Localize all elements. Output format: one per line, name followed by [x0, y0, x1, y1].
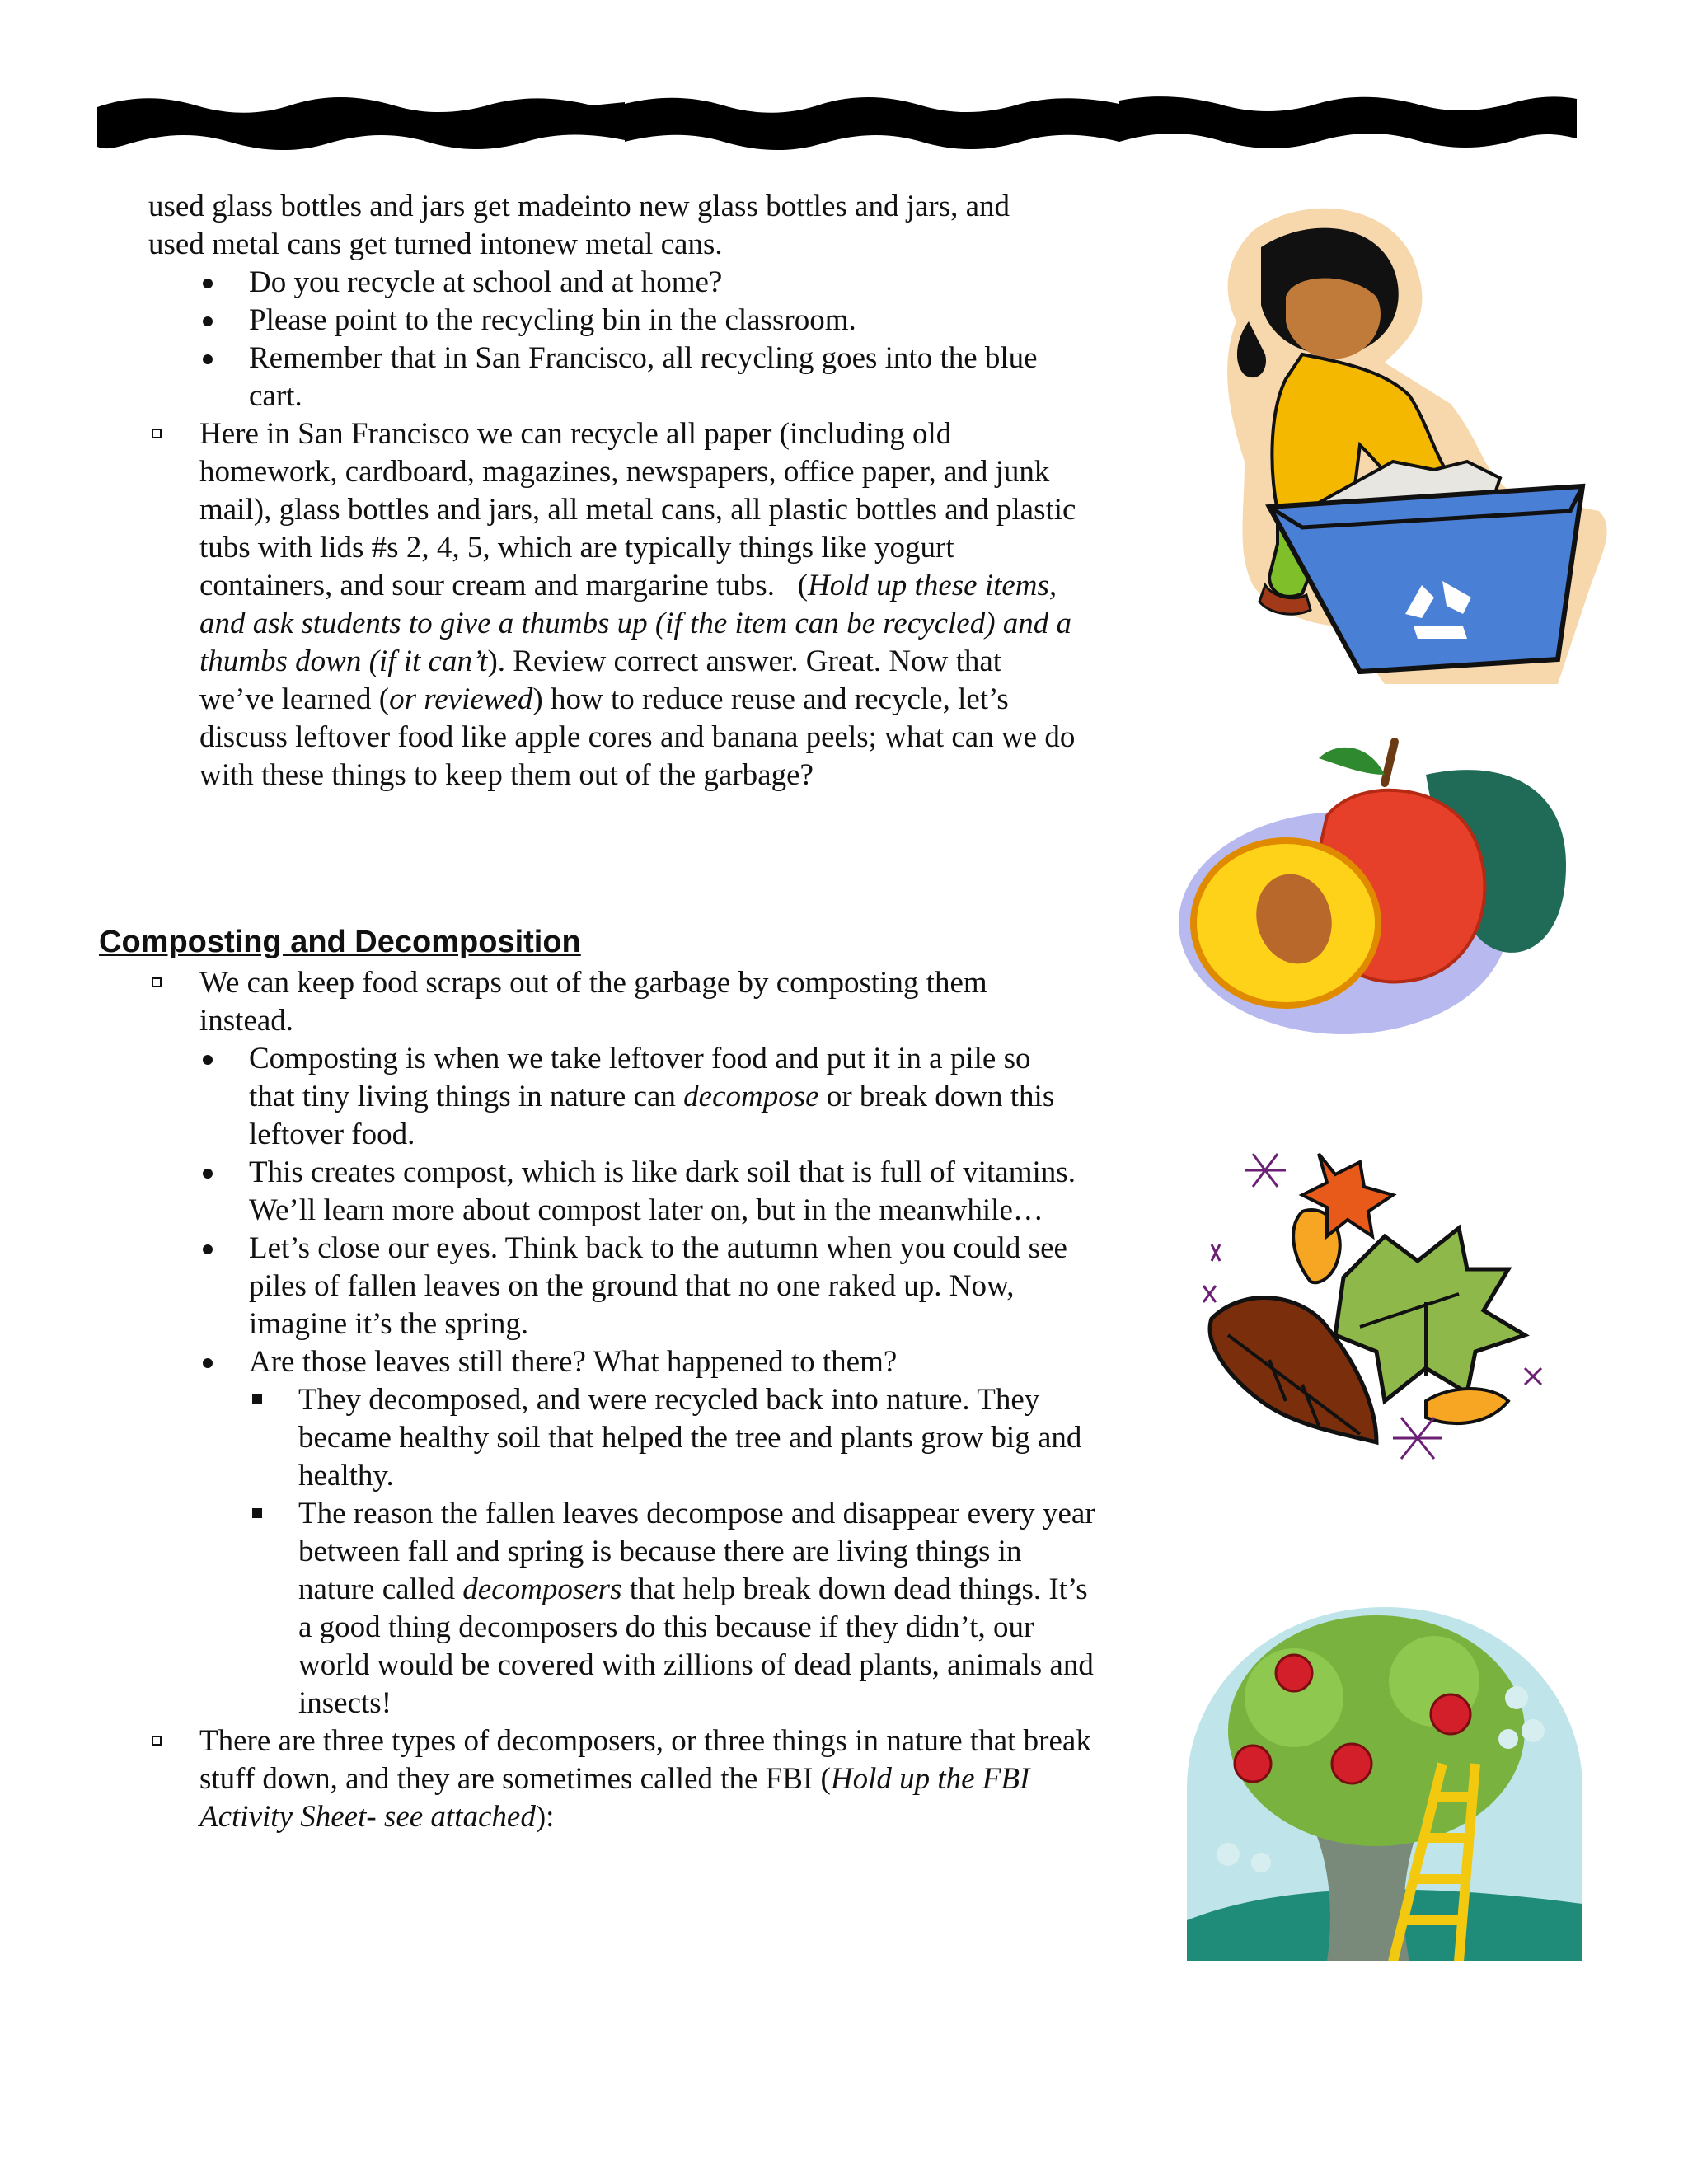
lesson-text-top — [148, 188, 1104, 794]
peach-clipart — [1179, 725, 1574, 1055]
intro-line-2: used metal cans get turned intonew metal cans. — [148, 227, 723, 261]
bullet-dot-icon — [203, 1169, 213, 1179]
checkbox-square-icon — [152, 977, 162, 987]
wavy-banner — [97, 92, 1577, 155]
bullet-dot-icon — [203, 1055, 213, 1065]
bullet-item: Are those leaves still there? What happened to them? — [148, 1343, 1104, 1381]
bullet-item: This creates compost, which is like dark soil that is full of vitamins. We’ll learn more about compost later on, but in the meanwhile… — [148, 1154, 1104, 1230]
recycling-girl-clipart — [1187, 198, 1615, 692]
instruction-italic: Hold up these items, and ask students to give a thumbs up (if the item can be recycled) and a thumbs down (if it can’t — [199, 569, 1072, 678]
sub-bullet-item: The reason the fallen leaves decompose and disappear every year between fall and spring is because there are living things in nature called decomposers that help break down dead things. It’s a good thing decomposers do this because if they didn’t, our world would be covered with zillions of dead plants, animals and insects! — [148, 1495, 1104, 1722]
section-heading: Composting and Decomposition — [99, 925, 581, 959]
checkbox-square-icon — [152, 429, 162, 438]
bullet-item: Composting is when we take leftover food and put it in a pile so that tiny living things in nature can decompose or break down this leftover food. — [148, 1040, 1104, 1154]
intro-line-1: used glass bottles and jars get madeinto new glass bottles and jars, and — [148, 190, 1010, 223]
square-bullet-icon — [252, 1394, 262, 1404]
bullet-dot-icon — [203, 1358, 213, 1368]
fbi-paragraph: There are three types of decomposers, or three things in nature that break stuff down, and they are sometimes called the FBI (Hold up the FBI Activity Sheet- see attached): — [148, 1722, 1104, 1836]
bullet-dot-icon — [203, 354, 213, 364]
bullet-item: Let’s close our eyes. Think back to the autumn when you could see piles of fallen leaves on the ground that no one raked up. Now, imagine it’s the spring. — [148, 1230, 1104, 1343]
compost-intro: We can keep food scraps out of the garbage by composting them instead. — [148, 964, 1104, 1040]
lesson-text-composting — [148, 964, 1104, 1836]
bullet-item: Do you recycle at school and at home? — [148, 264, 1104, 302]
apple-tree-clipart — [1187, 1591, 1582, 1961]
bullet-item: Remember that in San Francisco, all recycling goes into the blue cart. — [148, 340, 1104, 415]
sub-bullet-item: They decomposed, and were recycled back into nature. They became healthy soil that helped the tree and plants grow big and healthy. — [148, 1381, 1104, 1495]
autumn-leaves-clipart — [1195, 1137, 1566, 1492]
bullet-dot-icon — [203, 279, 213, 288]
bullet-item: Please point to the recycling bin in the classroom. — [148, 302, 1104, 340]
bullet-dot-icon — [203, 1244, 213, 1254]
bullet-dot-icon — [203, 316, 213, 326]
recycle-paragraph: Here in San Francisco we can recycle all paper (including old homework, cardboard, magazines, newspapers, office paper, and junk mail), glass bottles and jars, all metal cans, all plastic bottles and plastic tubs with lids #s 2, 4, 5, which are typically things like yogurt containers, and sour cream and margarine tubs. (Hold up these items, and ask students to give a thumbs up (if the item can be recycled) and a thumbs down (if it can’t). Review correct answer. Great. Now that we’ve learned (or reviewed) how to reduce reuse and recycle, let’s discuss leftover food like apple cores and banana peels; what can we do with these things to keep them out of the garbage? — [148, 415, 1104, 794]
square-bullet-icon — [252, 1508, 262, 1518]
checkbox-square-icon — [152, 1736, 162, 1746]
